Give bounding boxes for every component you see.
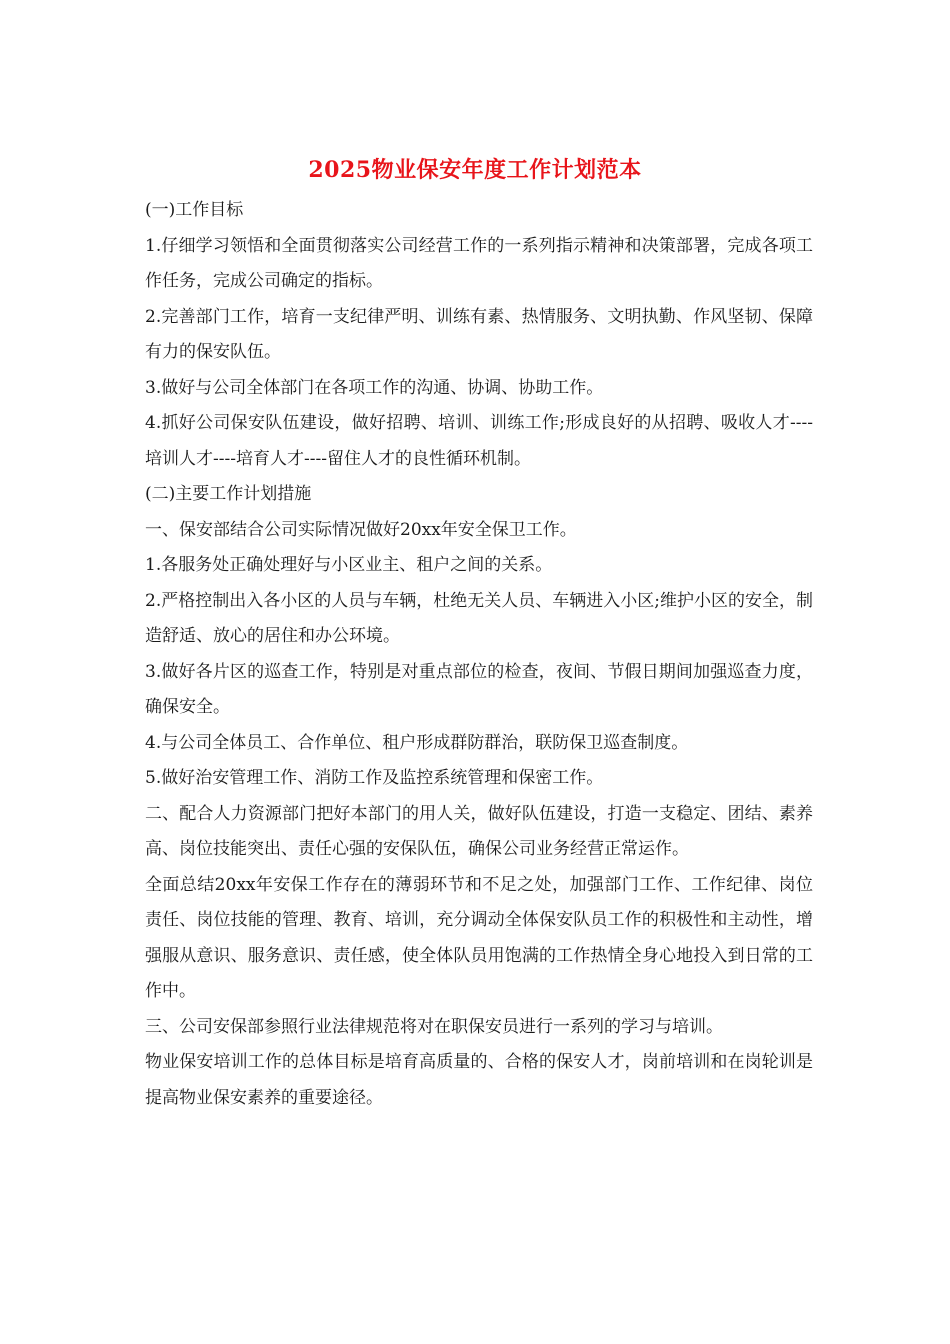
section-heading-goals: (一)工作目标 xyxy=(145,200,244,220)
goal-item-3: 3.做好与公司全体部门在各项工作的沟通、协调、协助工作。 xyxy=(145,377,604,398)
document-body xyxy=(145,193,813,1116)
goal-item-1: 1.仔细学习领悟和全面贯彻落实公司经营工作的一系列指示精神和决策部署，完成各项工作任务，完成公司确定的指标。 xyxy=(145,235,813,291)
measure-item-4: 4.与公司全体员工、合作单位、租户形成群防群治，联防保卫巡查制度。 xyxy=(145,732,689,753)
goal-item-2: 2.完善部门工作，培育一支纪律严明、训练有素、热情服务、文明执勤、作风坚韧、保障有力的保安队伍。 xyxy=(145,306,813,362)
measure-heading-2: 二、配合人力资源部门把好本部门的用人关，做好队伍建设，打造一支稳定、团结、素养高、岗位技能突出、责任心强的安保队伍，确保公司业务经营正常运作。 xyxy=(145,803,813,859)
measure-heading-3: 三、公司安保部参照行业法律规范将对在职保安员进行一系列的学习与培训。 xyxy=(145,1016,723,1037)
document-title: 2025物业保安年度工作计划范本 xyxy=(308,157,642,183)
measure-heading-1: 一、保安部结合公司实际情况做好20xx年安全保卫工作。 xyxy=(145,519,577,540)
summary-paragraph: 全面总结20xx年安保工作存在的薄弱环节和不足之处，加强部门工作、工作纪律、岗位责任、岗位技能的管理、教育、培训，充分调动全体保安队员工作的积极性和主动性，增强服从意识、服务意识、责任感，使全体队员用饱满的工作热情全身心地投入到日常的工作中。 xyxy=(145,874,813,1001)
measure-item-1: 1.各服务处正确处理好与小区业主、租户之间的关系。 xyxy=(145,555,553,575)
training-paragraph: 物业保安培训工作的总体目标是培育高质量的、合格的保安人才，岗前培训和在岗轮训是提高物业保安素养的重要途径。 xyxy=(145,1052,813,1108)
measure-item-3: 3.做好各片区的巡查工作，特别是对重点部位的检查，夜间、节假日期间加强巡查力度，确保安全。 xyxy=(145,661,813,717)
measure-item-5: 5.做好治安管理工作、消防工作及监控系统管理和保密工作。 xyxy=(145,768,604,788)
goal-item-4: 4.抓好公司保安队伍建设，做好招聘、培训、训练工作;形成良好的从招聘、吸收人才---- 培训人才----培育人才----留住人才的良性循环机制。 xyxy=(145,413,813,469)
measure-item-2: 2.严格控制出入各小区的人员与车辆，杜绝无关人员、车辆进入小区;维护小区的安全，制造舒适、放心的居住和办公环境。 xyxy=(145,590,813,646)
section-heading-measures: (二)主要工作计划措施 xyxy=(145,484,312,504)
